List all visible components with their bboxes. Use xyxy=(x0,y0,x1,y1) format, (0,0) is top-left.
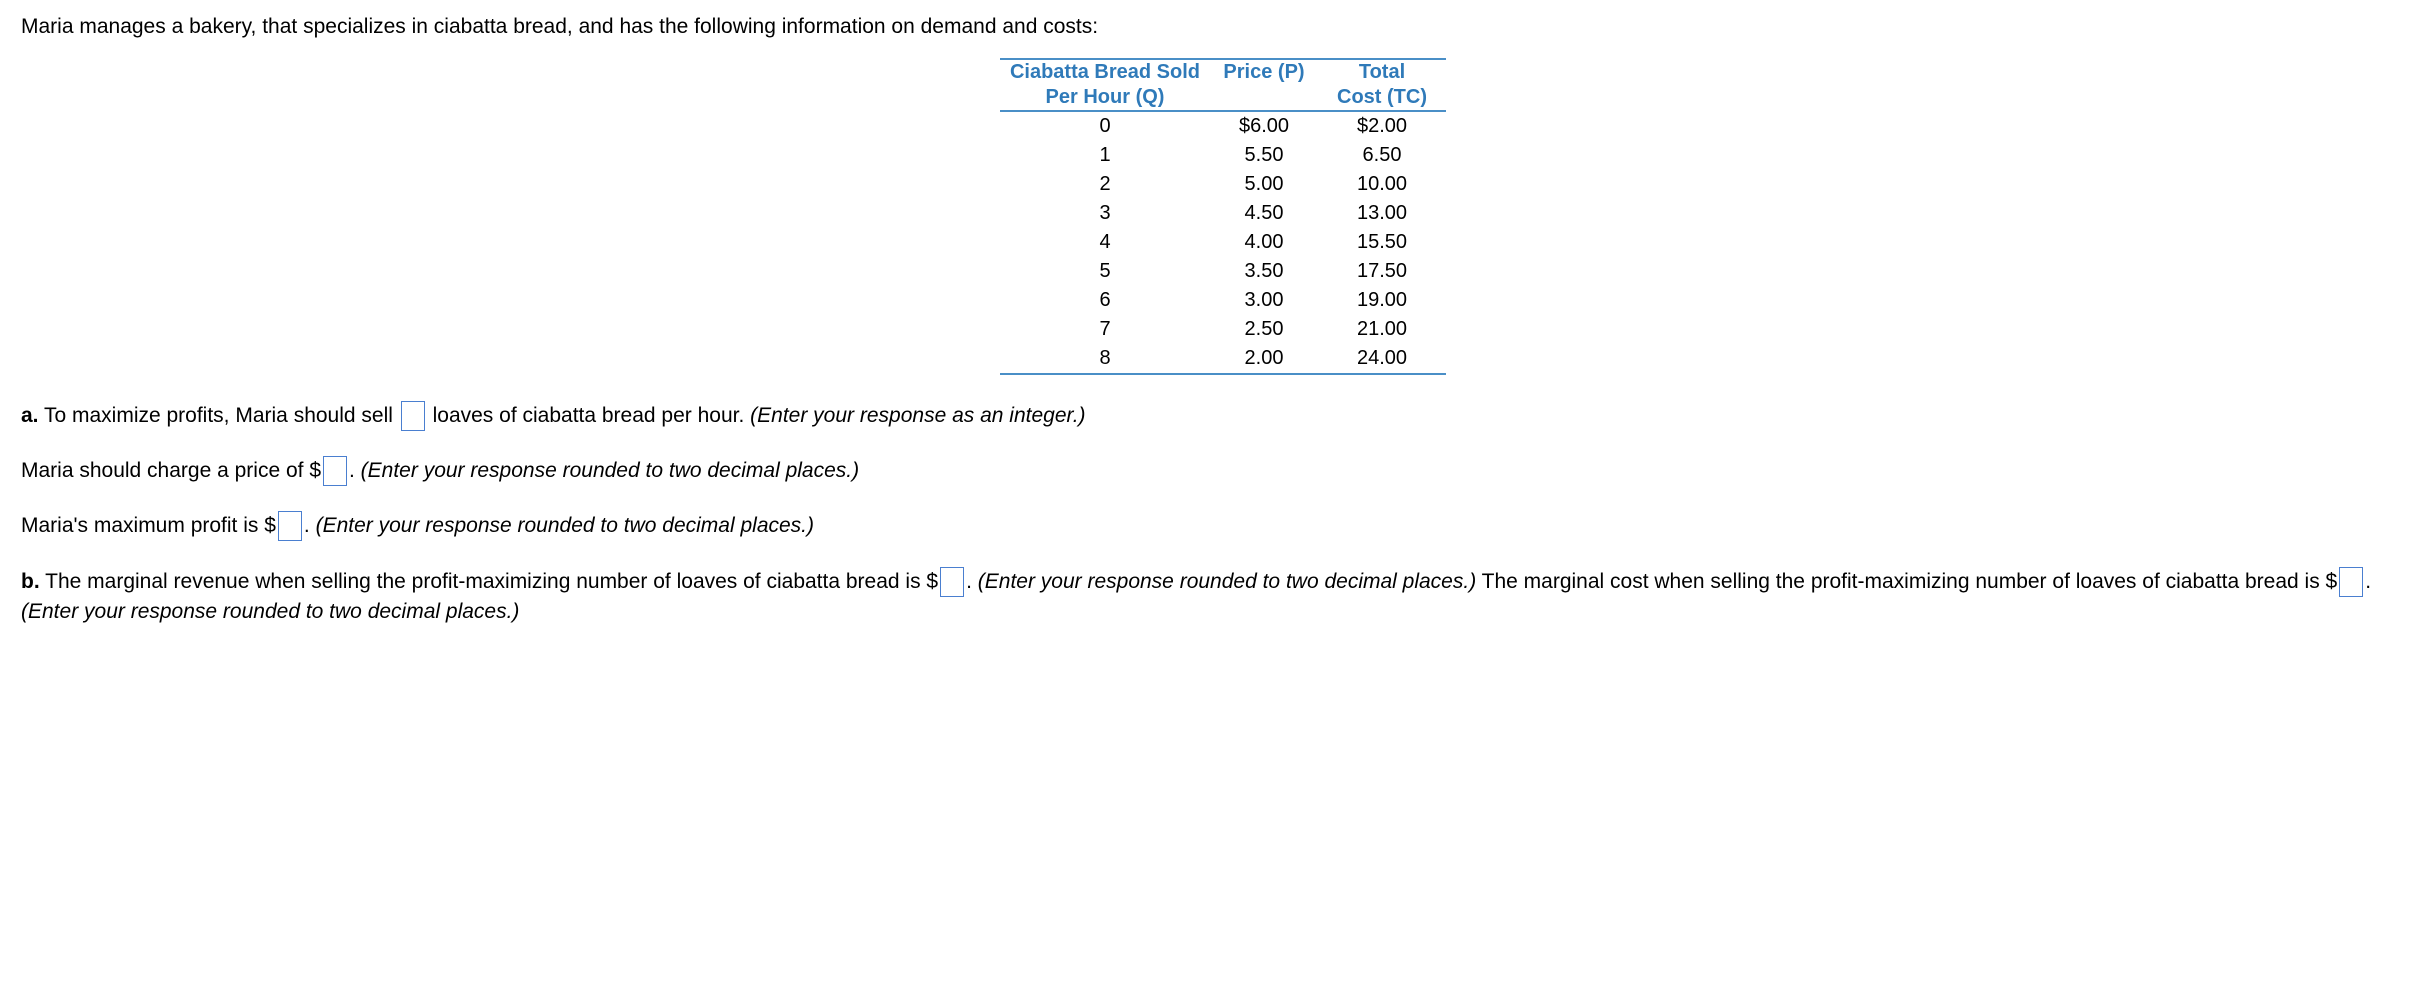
question-a-profit-text: Maria's maximum profit is $ xyxy=(21,514,276,537)
cell-price: 2.00 xyxy=(1210,344,1318,374)
question-a-price-hint: (Enter your response rounded to two decimal places.) xyxy=(360,459,860,482)
cell-total-cost: 10.00 xyxy=(1356,173,1408,195)
table-row xyxy=(1000,141,1446,170)
intro-text: Maria manages a bakery, that specializes in ciabatta bread, and has the following information on demand and costs: xyxy=(21,15,1099,38)
question-b-mc-text-after: . xyxy=(2365,570,2372,593)
cell-total-cost: 17.50 xyxy=(1356,260,1408,282)
cell-quantity: 3 xyxy=(1099,202,1111,224)
question-b xyxy=(21,567,2421,627)
cell-price: 5.50 xyxy=(1244,144,1284,166)
question-b-mr-hint: (Enter your response rounded to two decimal places.) xyxy=(977,570,1477,593)
cell-quantity: 1 xyxy=(1099,144,1111,166)
table-header-row xyxy=(1000,59,1446,111)
question-b-mr-text: The marginal revenue when selling the profit-maximizing number of loaves of ciabatta bread is $ xyxy=(39,570,939,593)
question-a-quantity-text: To maximize profits, Maria should sell xyxy=(38,404,399,427)
cell-price: 4.00 xyxy=(1244,231,1284,253)
cell-total-cost: 15.50 xyxy=(1356,231,1408,253)
cell-quantity: 6 xyxy=(1099,289,1111,311)
header-quantity xyxy=(1000,59,1210,111)
cell-price: 5.00 xyxy=(1244,173,1284,195)
header-total-cost-line2: Cost (TC) xyxy=(1337,86,1427,108)
price-answer-input[interactable] xyxy=(323,456,347,486)
cell-quantity: 4 xyxy=(1099,231,1111,253)
profit-answer-input[interactable] xyxy=(278,511,302,541)
question-a-profit-text-after: . xyxy=(303,514,316,537)
demand-cost-table xyxy=(1000,58,1446,375)
question-a-price-text: Maria should charge a price of $ xyxy=(21,459,321,482)
cell-quantity: 0 xyxy=(1099,115,1111,137)
header-price-line1: Price (P) xyxy=(1223,61,1305,83)
header-quantity-line1: Ciabatta Bread Sold xyxy=(1009,61,1201,83)
question-b-mc-text: The marginal cost when selling the profit-maximizing number of loaves of ciabatta bread is $ xyxy=(1476,570,2338,593)
cell-price: 4.50 xyxy=(1244,202,1284,224)
cell-total-cost: 19.00 xyxy=(1356,289,1408,311)
quantity-answer-input[interactable] xyxy=(401,401,425,431)
cell-total-cost: 13.00 xyxy=(1356,202,1408,224)
question-a-quantity xyxy=(21,401,1086,431)
question-a-profit-hint: (Enter your response rounded to two decimal places.) xyxy=(315,514,814,537)
cell-price: 3.50 xyxy=(1244,260,1284,282)
cell-total-cost: $2.00 xyxy=(1356,115,1408,137)
cell-quantity: 8 xyxy=(1000,344,1210,374)
header-price xyxy=(1210,59,1318,111)
marginal-cost-answer-input[interactable] xyxy=(2339,567,2363,597)
cell-quantity: 5 xyxy=(1099,260,1111,282)
table-row xyxy=(1000,286,1446,315)
table-row xyxy=(1000,199,1446,228)
question-a-price xyxy=(21,456,859,486)
table-row xyxy=(1000,170,1446,199)
question-a-quantity-text-after: loaves of ciabatta bread per hour. xyxy=(426,404,751,427)
table-row xyxy=(1000,344,1446,374)
part-a-label: a. xyxy=(21,404,39,427)
cell-quantity: 2 xyxy=(1099,173,1111,195)
table-row xyxy=(1000,228,1446,257)
table-row xyxy=(1000,315,1446,344)
cell-total-cost: 6.50 xyxy=(1362,144,1402,166)
header-quantity-line2: Per Hour (Q) xyxy=(1045,86,1165,108)
cell-total-cost: 24.00 xyxy=(1318,344,1446,374)
header-total-cost xyxy=(1318,59,1446,111)
question-a-quantity-hint: (Enter your response as an integer.) xyxy=(750,404,1086,427)
part-b-label: b. xyxy=(21,570,40,593)
cell-total-cost: 21.00 xyxy=(1356,318,1408,340)
question-b-mc-hint: (Enter your response rounded to two decimal places.) xyxy=(21,600,520,624)
cell-price: $6.00 xyxy=(1238,115,1290,137)
cell-price: 2.50 xyxy=(1244,318,1284,340)
cell-price: 3.00 xyxy=(1244,289,1284,311)
question-a-profit xyxy=(21,511,814,541)
header-total-cost-line1: Total xyxy=(1358,61,1406,83)
table-row xyxy=(1000,257,1446,286)
question-b-mr-text-after: . xyxy=(966,570,978,593)
cell-quantity: 7 xyxy=(1099,318,1111,340)
marginal-revenue-answer-input[interactable] xyxy=(940,567,964,597)
table-row xyxy=(1000,111,1446,141)
question-a-price-text-after: . xyxy=(349,459,361,482)
